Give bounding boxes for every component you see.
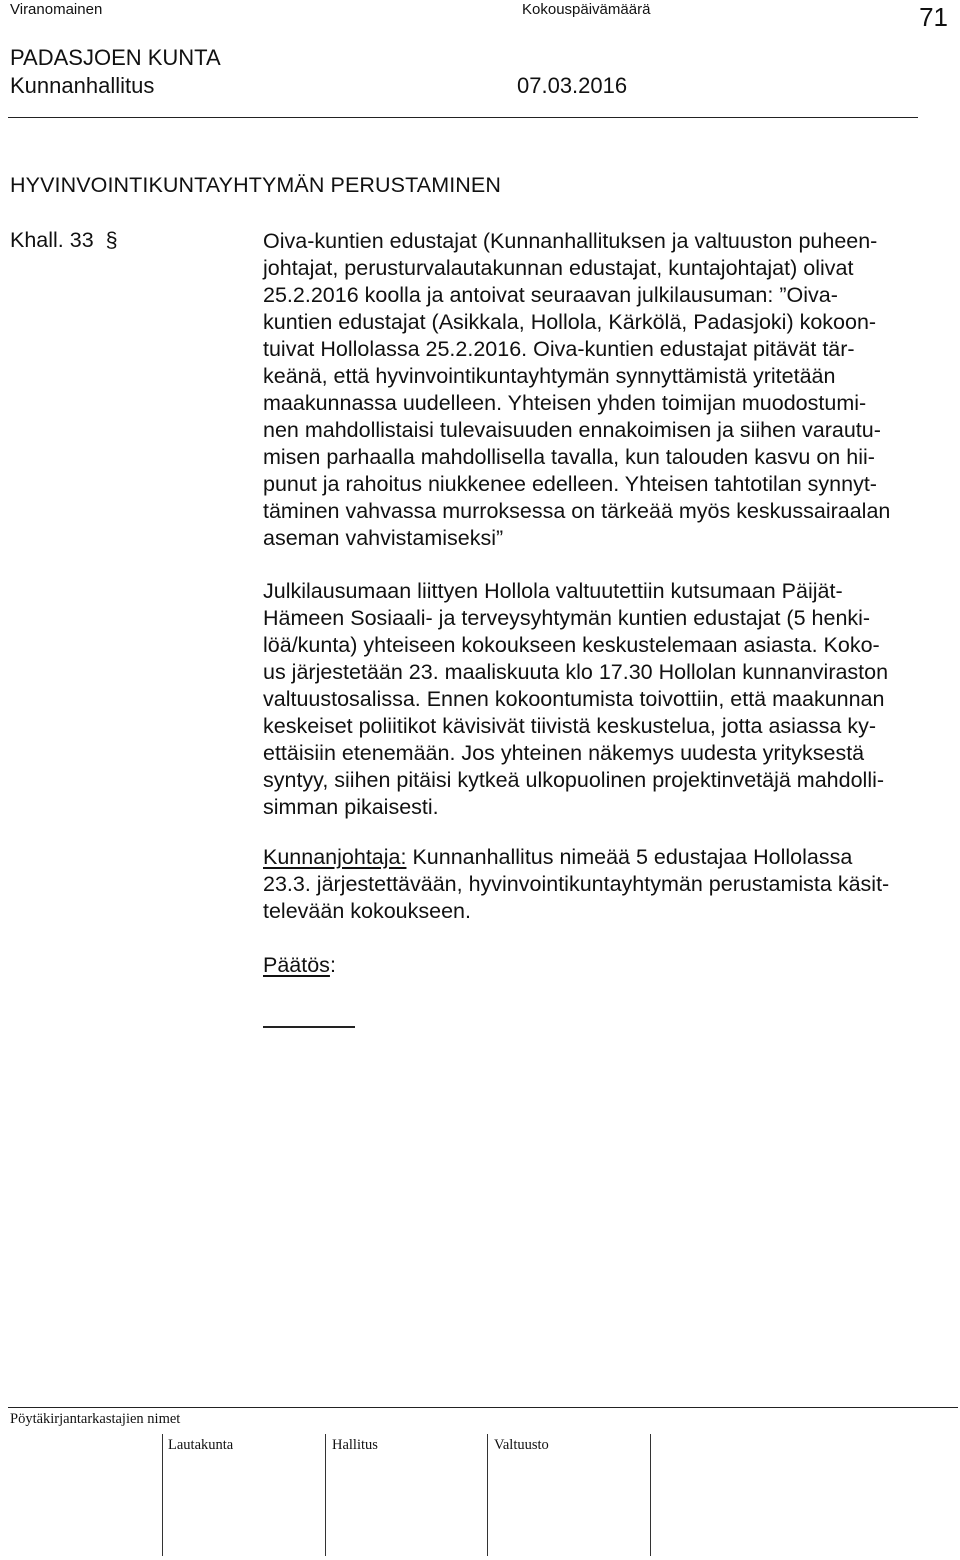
text-line: Hämeen Sosiaali- ja terveysyhtymän kuntien edustajat (5 henki-: [263, 606, 871, 630]
text-line: keänä, että hyvinvointikuntayhtymän synnyttämistä yritetään: [263, 364, 836, 388]
footer-executive-label: Hallitus: [332, 1437, 378, 1453]
text-line: täminen vahvassa murroksessa on tärkeää myös keskussairaalan: [263, 499, 891, 523]
decision: [263, 952, 955, 979]
header-date-label: Kokouspäivämäärä: [522, 1, 651, 18]
text-line: punut ja rahoitus niukkenee edelleen. Yhteisen tahtotilan synnyt-: [263, 472, 877, 496]
header-divider: [8, 117, 918, 118]
section-number: [10, 228, 118, 253]
text-line: 23.3. järjestettävään, hyvinvointikuntayhtymän perustamista käsit-: [263, 872, 890, 896]
footer-column-divider: [325, 1434, 326, 1556]
text-line: Oiva-kuntien edustajat (Kunnanhallituksen ja valtuuston puheen-: [263, 229, 878, 253]
proposal-label: Kunnanjohtaja:: [263, 845, 407, 869]
text-line: syntyy, siihen pitäisi kytkeä ulkopuolinen projektinvetäjä mahdolli-: [263, 768, 885, 792]
paragraph-symbol: §: [105, 228, 118, 252]
footer-divider: [8, 1407, 958, 1408]
organization-name: PADASJOEN KUNTA: [10, 45, 221, 70]
meeting-date: 07.03.2016: [517, 73, 628, 98]
text-line: johtajat, perusturvalautakunnan edustajat, kuntajohtajat) olivat: [263, 256, 854, 280]
decision-label: Päätös: [263, 953, 330, 977]
footer-board-label: Lautakunta: [168, 1437, 234, 1453]
text-line: televään kokoukseen.: [263, 899, 471, 923]
footer-council-label: Valtuusto: [494, 1437, 549, 1453]
meeting-paragraph: [263, 578, 955, 821]
text-line: valtuustosalissa. Ennen kokoontumista toivottiin, että maakunnan: [263, 687, 885, 711]
inspectors-label: Pöytäkirjantarkastajien nimet: [10, 1411, 181, 1427]
text-line: tuivat Hollolassa 25.2.2016. Oiva-kuntien edustajat pitävät tär-: [263, 337, 855, 361]
text-line: keskeiset poliitikot kävisivät tiivistä keskustelua, jotta asiassa ky-: [263, 714, 876, 738]
text-line: löä/kunta) yhteiseen kokoukseen keskustelemaan asiasta. Koko-: [263, 633, 880, 657]
text-line: us järjestetään 23. maaliskuuta klo 17.30 Hollolan kunnanviraston: [263, 660, 889, 684]
section-number-label: Khall. 33: [10, 228, 94, 252]
text-line: 25.2.2016 koolla ja antoivat seuraavan julkilausuman: ”Oiva-: [263, 283, 838, 307]
header-authority-label: Viranomainen: [10, 1, 103, 18]
text-line: ettäisiin etenemään. Jos yhteinen näkemys uudesta yrityksestä: [263, 741, 865, 765]
text-line: maakunnassa uudelleen. Yhteisen yhden toimijan muodostumi-: [263, 391, 867, 415]
authority-name: Kunnanhallitus: [10, 73, 155, 98]
footer-column-divider: [162, 1434, 163, 1556]
section-title: HYVINVOINTIKUNTAYHTYMÄN PERUSTAMINEN: [10, 173, 501, 197]
text-line: aseman vahvistamiseksi”: [263, 526, 504, 550]
decision-blank-line: [263, 1026, 355, 1028]
text-line: misen parhaalla mahdollisella tavalla, kun talouden kasvu on hii-: [263, 445, 875, 469]
footer-column-divider: [650, 1434, 651, 1556]
page-number: 71: [919, 2, 948, 32]
proposal-text: Kunnanhallitus nimeää 5 edustajaa Hollolassa: [406, 845, 853, 869]
text-line: nen mahdollistaisi tulevaisuuden ennakoimisen ja siihen varautu-: [263, 418, 881, 442]
footer-column-divider: [487, 1434, 488, 1556]
decision-colon: :: [329, 953, 336, 977]
statement-paragraph: [263, 228, 955, 552]
text-line: simman pikaisesti.: [263, 795, 439, 819]
mayor-proposal: [263, 844, 955, 925]
text-line: Julkilausumaan liittyen Hollola valtuutettiin kutsumaan Päijät-: [263, 579, 843, 603]
text-line: kuntien edustajat (Asikkala, Hollola, Kärkölä, Padasjoki) kokoon-: [263, 310, 877, 334]
